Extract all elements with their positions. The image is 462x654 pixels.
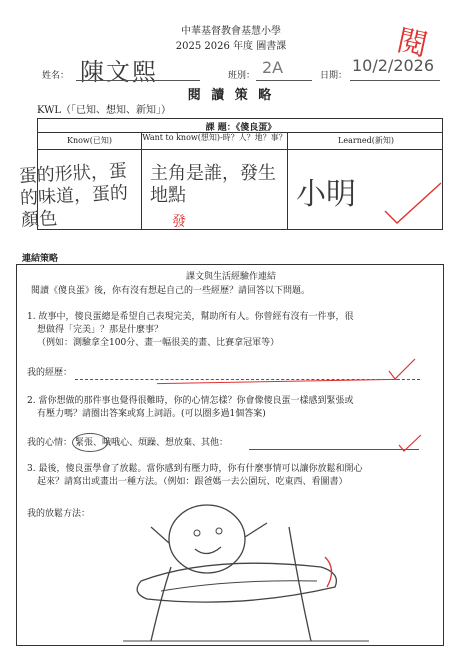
teacher-mark: 發 — [172, 214, 186, 230]
class-label: 班別： — [228, 71, 256, 81]
q2-options: 緊張、哦哦心、煩躁、想放棄、其他： — [75, 438, 229, 448]
connect-box — [16, 264, 444, 646]
worksheet-title: 閱 讀 策 略 — [187, 88, 275, 103]
date-label: 日期： — [320, 71, 348, 81]
red-check-icon — [383, 181, 443, 225]
q3-line2: 起來？請寫出或畫出一種方法。（例如：跟爸媽一去公園玩、吃東西、看圖書） — [37, 477, 348, 487]
kwl-col-learned: Learned(新知) — [338, 136, 394, 145]
connect-intro: 閱讀《傻良蛋》後，你有沒有想起自己的一些經歷？請回答以下問題。 — [31, 286, 311, 296]
know-answer: 蛋的形狀，蛋的味道，蛋的顏色 — [18, 160, 129, 232]
connect-title: 課文與生活經驗作連結 — [185, 272, 276, 282]
want-answer: 主角是誰，發生地點 — [150, 163, 276, 206]
school-name: 中華基督教會基慧小學 — [181, 26, 281, 37]
red-check-icon-q1 — [387, 357, 417, 381]
q2-selected-circle — [72, 433, 108, 452]
kwl-table — [18, 118, 443, 232]
kwl-heading: KWL（「已知、想知、新知」） — [37, 105, 172, 116]
q1-line1: 1. 故事中，傻良蛋總是希望自己表現完美，幫助所有人。你曾經有沒有一件事，很 — [27, 312, 354, 322]
q1-answer-label: 我的經歷： — [27, 368, 73, 378]
q3-line1: 3. 最後，傻良蛋學會了放鬆。當你感到有壓力時，你有什麼事情可以讓你放鬆和開心 — [27, 464, 363, 474]
learned-answer: 小明 — [296, 177, 356, 212]
connect-heading: 連結策略 — [22, 254, 59, 264]
stamp-mark: 閱 — [393, 23, 431, 64]
q3-answer-label: 我的放鬆方法： — [27, 509, 91, 519]
class-value: 2A — [262, 58, 284, 77]
q1-example: （例如：測驗拿全100分、畫一幅很美的畫、比賽拿冠軍等） — [37, 338, 280, 348]
date-value: 10/2/2026 — [352, 56, 435, 75]
relax-drawing — [121, 497, 371, 643]
kwl-col-know: Know(已知) — [66, 136, 113, 145]
q2-answer-label: 我的心情： — [27, 438, 73, 448]
q2-line2: 有壓力嗎？請圈出答案或寫上詞語。(可以圈多過1個答案) — [37, 409, 266, 419]
kwl-col-want: Want to know(想知)-時？人？地？事？ — [142, 133, 287, 142]
q2-line1: 2. 當你想做的那件事也覺得很難時，你的心情怎樣？你會像傻良蛋一樣感到緊張或 — [27, 396, 354, 406]
name-label: 姓名： — [42, 71, 70, 81]
kwl-topic: 課 題：《傻良蛋》 — [205, 123, 277, 133]
name-value: 陳文熙 — [80, 58, 158, 86]
red-check-icon-q2 — [397, 433, 423, 453]
q1-line2: 想做得「完美」？那是什麼事？ — [37, 325, 164, 335]
school-year-line: 2025 2026 年度 圖書課 — [175, 41, 287, 52]
